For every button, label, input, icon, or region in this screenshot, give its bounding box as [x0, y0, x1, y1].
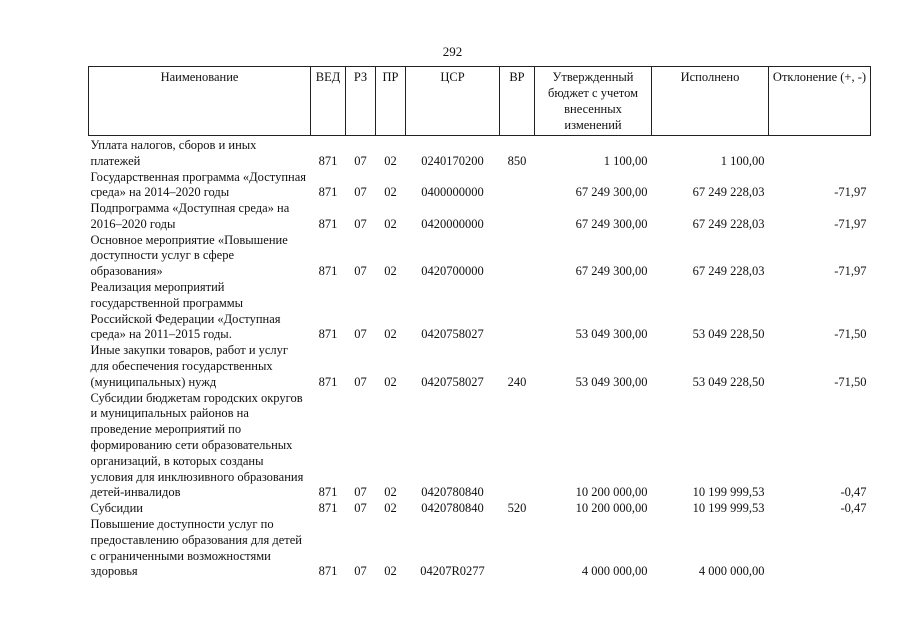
row-pr: 02	[384, 564, 397, 579]
row-executed: 1 100,00	[720, 153, 765, 168]
row-deviation: -0,47	[840, 485, 867, 500]
row-approved: 10 200 000,00	[575, 501, 648, 516]
row-approved: 10 200 000,00	[575, 485, 648, 500]
row-pr: 02	[384, 264, 397, 279]
row-csr: 0420000000	[421, 216, 484, 231]
row-ved: 871	[318, 327, 338, 342]
row-vr	[500, 201, 535, 233]
table-row	[89, 280, 871, 343]
header-vr: ВР	[500, 67, 535, 136]
row-ved: 871	[318, 153, 338, 168]
row-ved: 871	[318, 501, 338, 516]
row-approved: 67 249 300,00	[575, 264, 648, 279]
row-deviation: -71,50	[834, 327, 867, 342]
table-row	[89, 501, 871, 517]
row-deviation: -71,97	[834, 216, 867, 231]
row-approved: 67 249 300,00	[575, 216, 648, 231]
table-header-row	[89, 67, 871, 136]
row-executed: 53 049 228,50	[692, 374, 765, 389]
row-csr: 0420758027	[421, 374, 484, 389]
row-executed: 67 249 228,03	[692, 216, 765, 231]
header-rz: РЗ	[346, 67, 376, 136]
table-row	[89, 233, 871, 280]
table-row	[89, 201, 871, 233]
row-ved: 871	[318, 564, 338, 579]
row-vr: 850	[507, 153, 527, 168]
row-csr: 0420758027	[421, 327, 484, 342]
row-name: Государственная программа «Доступная среда» на 2014–2020 годы	[90, 169, 307, 200]
row-name: Уплата налогов, сборов и иных платежей	[90, 137, 257, 168]
row-deviation: -71,97	[834, 264, 867, 279]
row-ved: 871	[318, 216, 338, 231]
header-executed: Исполнено	[652, 67, 769, 136]
row-approved: 53 049 300,00	[575, 327, 648, 342]
header-csr: ЦСР	[406, 67, 500, 136]
row-csr: 0420780840	[421, 485, 484, 500]
row-pr: 02	[384, 501, 397, 516]
header-deviation: Отклонение (+, -)	[769, 67, 871, 136]
row-rz: 07	[354, 485, 367, 500]
row-pr: 02	[384, 216, 397, 231]
row-vr	[500, 233, 535, 280]
row-name: Подпрограмма «Доступная среда» на 2016–2020 годы	[90, 201, 290, 231]
table-row	[89, 136, 871, 170]
row-ved: 871	[318, 185, 338, 200]
row-vr: 520	[507, 501, 527, 516]
row-name: Реализация мероприятий государственной программы Российской Федерации «Доступная среда» на 2011–2015 годы.	[90, 280, 281, 342]
row-executed: 67 249 228,03	[692, 185, 765, 200]
row-approved: 53 049 300,00	[575, 374, 648, 389]
row-name: Субсидии	[90, 501, 143, 516]
row-csr: 0420700000	[421, 264, 484, 279]
row-deviation: -71,50	[834, 374, 867, 389]
row-approved: 67 249 300,00	[575, 185, 648, 200]
row-rz: 07	[354, 216, 367, 231]
row-rz: 07	[354, 564, 367, 579]
row-deviation: -0,47	[840, 501, 867, 516]
row-vr	[500, 170, 535, 202]
header-pr: ПР	[376, 67, 406, 136]
row-vr: 240	[507, 374, 527, 389]
row-pr: 02	[384, 374, 397, 389]
row-vr	[500, 391, 535, 502]
row-approved: 1 100,00	[603, 153, 648, 168]
row-approved: 4 000 000,00	[581, 564, 648, 579]
row-vr	[500, 517, 535, 580]
row-ved: 871	[318, 264, 338, 279]
header-ved: ВЕД	[311, 67, 346, 136]
row-executed: 67 249 228,03	[692, 264, 765, 279]
row-pr: 02	[384, 327, 397, 342]
row-rz: 07	[354, 153, 367, 168]
row-name: Повышение доступности услуг по предоставлению образования для детей с ограниченными возможностями здоровья	[90, 517, 302, 579]
row-ved: 871	[318, 374, 338, 389]
row-deviation: -71,97	[834, 185, 867, 200]
row-pr: 02	[384, 185, 397, 200]
row-executed: 10 199 999,53	[692, 485, 765, 500]
row-rz: 07	[354, 374, 367, 389]
row-rz: 07	[354, 327, 367, 342]
row-rz: 07	[354, 185, 367, 200]
row-deviation	[769, 517, 871, 580]
row-name: Основное мероприятие «Повышение доступности услуг в сфере образования»	[90, 232, 288, 279]
row-rz: 07	[354, 501, 367, 516]
row-csr: 0240170200	[421, 153, 484, 168]
header-approved: Утвержденный бюджет с учетом внесенных изменений	[535, 67, 652, 136]
budget-table	[88, 66, 871, 580]
row-csr: 0400000000	[421, 185, 484, 200]
header-name: Наименование	[89, 67, 311, 136]
row-ved: 871	[318, 485, 338, 500]
row-pr: 02	[384, 153, 397, 168]
row-executed: 53 049 228,50	[692, 327, 765, 342]
row-executed: 4 000 000,00	[698, 564, 765, 579]
row-deviation	[769, 136, 871, 170]
row-csr: 0420780840	[421, 501, 484, 516]
table-row	[89, 343, 871, 390]
row-name: Иные закупки товаров, работ и услуг для обеспечения государственных (муниципальных) нужд	[90, 343, 289, 389]
row-rz: 07	[354, 264, 367, 279]
row-pr: 02	[384, 485, 397, 500]
row-vr	[500, 280, 535, 343]
table-row	[89, 391, 871, 502]
row-csr: 04207R0277	[420, 564, 485, 579]
page-number: 292	[442, 44, 463, 59]
row-name: Субсидии бюджетам городских округов и муниципальных районов на проведение мероприятий по формированию сети образовательных организаций, в которых созданы условия для инклюзивного образования детей-инвалидов	[90, 390, 304, 500]
row-executed: 10 199 999,53	[692, 501, 765, 516]
table-row	[89, 517, 871, 580]
table-row	[89, 170, 871, 202]
